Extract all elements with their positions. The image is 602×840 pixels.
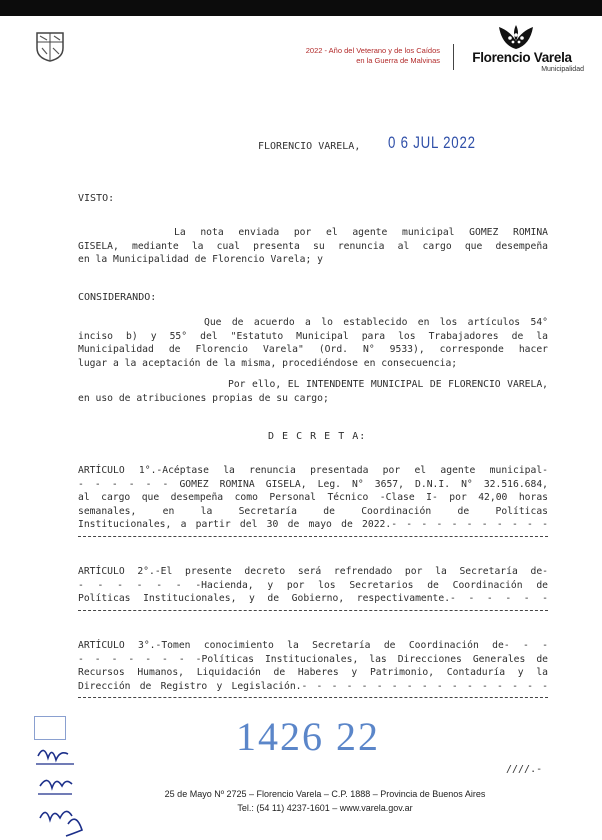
brand-name: Florencio Varela — [472, 50, 572, 65]
considerando-line: inciso b) y 55° del "Estatuto Municipal para los Trabajadores de la — [78, 330, 548, 342]
top-black-bar — [0, 0, 602, 16]
article-line: - - - - - - GOMEZ ROMINA GISELA, Leg. N° 3657, D.N.I. N° 32.516.684, — [78, 478, 548, 490]
article-line: semanales, en la Secretaría de Coordinación de Políticas — [78, 505, 548, 517]
continuation-mark: ////.- — [506, 764, 543, 775]
decree-number-stamp: 1426 22 — [236, 714, 380, 759]
dash-separator — [78, 697, 548, 698]
dash-separator — [78, 610, 548, 611]
municipal-shield-icon — [34, 30, 66, 62]
considerando-heading: CONSIDERANDO: — [78, 292, 157, 303]
visto-paragraph — [78, 226, 548, 267]
article-line: Dirección de Registro y Legislación.- - - - - - - - - - - - - - - - - — [78, 680, 548, 692]
article-line: ARTÍCULO 2°.-El presente decreto será refrendado por la Secretaría de- — [78, 566, 548, 577]
visto-line: La nota enviada por el agente municipal GOMEZ ROMINA — [174, 227, 548, 238]
article-1 — [78, 464, 548, 532]
visto-line: en la Municipalidad de Florencio Varela; y — [78, 254, 323, 265]
year-motto — [240, 46, 440, 66]
article-line: Institucionales, a partir del 30 de mayo de 2022.- - - - - - - - - - - — [78, 519, 548, 530]
article-line: Políticas Institucionales, y de Gobierno, respectivamente.- - - - - - — [78, 593, 548, 604]
visto-heading: VISTO: — [78, 193, 115, 204]
footer-contact: Tel.: (54 11) 4237-1601 – www.varela.gov.ar — [237, 803, 413, 813]
considerando-paragraph-1 — [78, 316, 548, 370]
year-motto-line1: 2022 - Año del Veterano y de los Caídos — [305, 46, 440, 55]
article-line: - - - - - - - -Políticas Institucionales, las Direcciones Generales de — [78, 653, 548, 665]
article-line: - - - - - - -Hacienda, y por los Secretarios de Coordinación de — [78, 579, 548, 591]
footer-address: 25 de Mayo Nº 2725 – Florencio Varela – C.P. 1888 – Provincia de Buenos Aires — [164, 789, 486, 799]
visto-line: GISELA, mediante la cual presenta su renuncia al cargo que desempeña — [78, 240, 548, 252]
decreta-heading: D E C R E T A: — [268, 431, 367, 442]
header-divider — [453, 44, 454, 70]
brand-subtitle: Municipalidad — [541, 66, 584, 73]
date-stamp: 0 6 JUL 2022 — [388, 133, 476, 152]
considerando-paragraph-2 — [78, 378, 548, 405]
article-line: ARTÍCULO 1°.-Acéptase la renuncia presentada por el agente municipal- — [78, 465, 548, 476]
considerando-line: en uso de atribuciones propias de su cargo; — [78, 392, 329, 404]
year-motto-line2: en la Guerra de Malvinas — [356, 56, 440, 65]
considerando-line: Por ello, EL INTENDENTE MUNICIPAL DE FLORENCIO VARELA, — [228, 379, 548, 390]
florencio-varela-logo-icon — [496, 23, 536, 51]
article-line: al cargo que desempeña como Personal Técnico -Clase I- por 42,00 horas — [78, 492, 548, 503]
considerando-line: Que de acuerdo a lo establecido en los artículos 54° — [204, 317, 548, 328]
article-3 — [78, 639, 548, 693]
article-line: ARTÍCULO 3°.-Tomen conocimiento la Secretaría de Coordinación de- - - — [78, 640, 548, 651]
considerando-line: Municipalidad de Florencio Varela" (Ord. N° 9533), corresponde hacer — [78, 344, 548, 355]
handwritten-initials — [28, 714, 88, 840]
considerando-line: lugar a la aceptación de la misma, procediéndose en consecuencia; — [78, 357, 458, 369]
place-label: FLORENCIO VARELA, — [258, 141, 361, 152]
article-line: Recursos Humanos, Liquidación de Haberes y Patrimonio, Contaduría y la — [78, 667, 548, 678]
article-2 — [78, 565, 548, 606]
dash-separator — [78, 536, 548, 537]
